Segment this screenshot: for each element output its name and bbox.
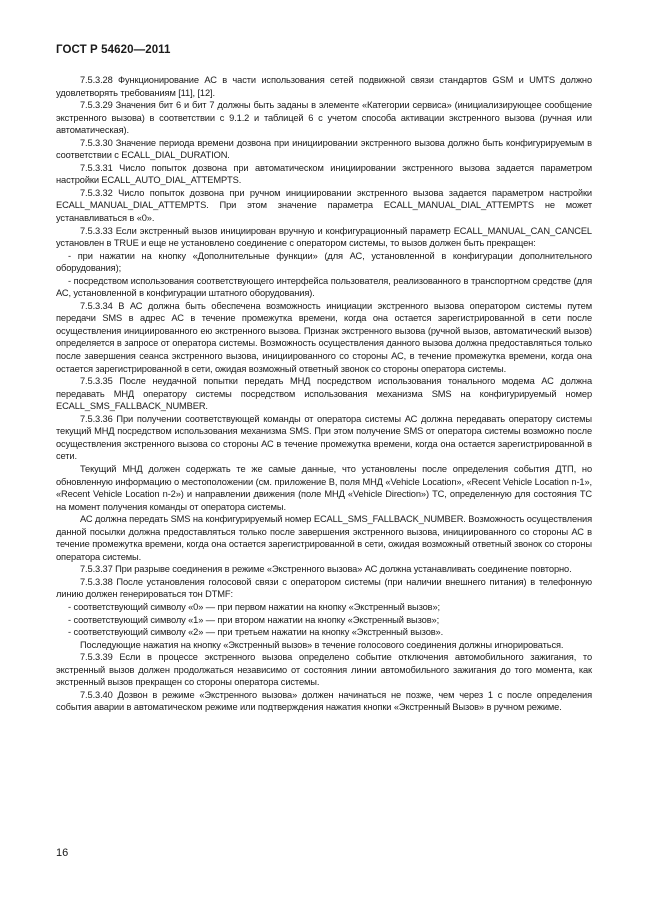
- paragraph: 7.5.3.34 В АС должна быть обеспечена возможность инициации экстренного вызова оператором системы путем передачи SMS в адрес АС в течение промежутка времени, когда она остается зарегистрированной в сети после осуществления инициированного ею экстренного вызова. Признак экстренного вызова (ручной вызов, автоматический вызов) определяется в запросе от оператора системы. Возможность осуществления данного вызова должна предоставляться только после завершения сеанса экстренного вызова, инициированного со стороны АС, в течение промежутка времени, когда она остается зарегистрированной в сети, ожидая возможный ответный звонок со стороны оператора системы.: [56, 300, 592, 374]
- list-item: - посредством использования соответствующего интерфейса пользователя, реализованного в транспортном средстве (для АС, установленной в конфигурации штатного оборудования).: [56, 275, 592, 299]
- list-item: - соответствующий символу «2» — при третьем нажатии на кнопку «Экстренный вызов».: [68, 627, 444, 638]
- document-body: [56, 74, 592, 714]
- paragraph: 7.5.3.39 Если в процессе экстренного вызова определено событие отключения автомобильного зажигания, то экстренный вызов должен продолжаться независимо от состояния линии автомобильного зажигания до того момента, как экстренный вызов прекращен со стороны оператора системы.: [56, 652, 592, 688]
- paragraph: 7.5.3.33 Если экстренный вызов инициирован вручную и конфигурационный параметр ECALL_MANUAL_CAN_CANCEL установлен в TRUE и еще не установлено соединение с оператором системы, то вызов должен быть прекращен:: [56, 225, 592, 249]
- document-header: ГОСТ Р 54620—2011: [56, 44, 171, 56]
- paragraph: 7.5.3.31 Число попыток дозвона при автоматическом инициировании экстренного вызова задается параметром настройки ECALL_AUTO_DIAL_ATTEMPTS.: [56, 162, 592, 186]
- paragraph: 7.5.3.29 Значения бит 6 и бит 7 должны быть заданы в элементе «Категории сервиса» (инициализирующее сообщение экстренного вызова) в соответствии с 9.1.2 и таблицей 6 с учетом способа активации экстренного вызова (ручная или автоматическая).: [56, 100, 592, 136]
- paragraph: 7.5.3.32 Число попыток дозвона при ручном инициировании экстренного вызова задается параметром настройки ECALL_MANUAL_DIAL_ATTEMPTS. При этом значение параметра ECALL_MANUAL_DIAL_ATTEMPTS не может устанавливаться в «0».: [56, 187, 592, 224]
- paragraph: Текущий МНД должен содержать те же самые данные, что установлены после определения события ДТП, но обновленную информацию о местоположении (см. приложение В, поля МНД «Vehicle Location», «Recent Vehicle Location n-1», «Recent Vehicle Location n-2») и направлении движения (поле МНД «Vehicle Direction») ТС, определенную для состояния ТС на момент получения команды от оператора системы.: [56, 463, 592, 512]
- page-number: 16: [56, 847, 69, 859]
- list-item: - соответствующий символу «1» — при втором нажатии на кнопку «Экстренный вызов»;: [68, 614, 440, 625]
- list-item: - соответствующий символу «0» — при первом нажатии на кнопку «Экстренный вызов»;: [68, 601, 441, 612]
- paragraph: 7.5.3.38 После установления голосовой связи с оператором системы (при наличии внешнего питания) в телефонную линию должен генерироваться тон DTMF:: [56, 576, 592, 600]
- paragraph: 7.5.3.37 При разрыве соединения в режиме «Экстренного вызова» АС должна устанавливать соединение повторно.: [80, 564, 572, 575]
- paragraph: 7.5.3.35 После неудачной попытки передать МНД посредством использования тонального модема АС должна передавать МНД оператору системы посредством использования механизма SMS на конфигурируемый номер ECALL_SMS_FALLBACK_NUMBER.: [56, 376, 592, 412]
- list-item: - при нажатии на кнопку «Дополнительные функции» (для АС, установленной в конфигурации дополнительного оборудования);: [56, 250, 592, 274]
- paragraph: 7.5.3.28 Функционирование АС в части использования сетей подвижной связи стандартов GSM и UMTS должно удовлетворять требованиям [11], [12].: [56, 75, 592, 98]
- paragraph: Последующие нажатия на кнопку «Экстренный вызов» в течение голосового соединения должны игнорироваться.: [80, 639, 564, 650]
- paragraph: АС должна передать SMS на конфигурируемый номер ECALL_SMS_FALLBACK_NUMBER. Возможность осуществления данной посылки должна предоставляться только после завершения экстренного вызова, инициированного со стороны АС в течение промежутка времени, когда она остается зарегистрированной в сети, ожидая возможный ответный звонок со стороны оператора системы.: [56, 514, 592, 562]
- paragraph: 7.5.3.36 При получении соответствующей команды от оператора системы АС должна передавать оператору системы текущий МНД посредством использования механизма SMS. При этом получение SMS от оператора системы возможно после осуществления экстренного вызова со стороны АС в течение промежутка времени, когда она остается зарегистрированной в сети.: [56, 413, 592, 462]
- paragraph: 7.5.3.30 Значение периода времени дозвона при инициировании экстренного вызова должно быть конфигурируемым в соответствии с ECALL_DIAL_DURATION.: [56, 137, 592, 161]
- paragraph: 7.5.3.40 Дозвон в режиме «Экстренного вызова» должен начинаться не позже, чем через 1 с после определения события аварии в автоматическом режиме или подтверждения нажатия кнопки «Экстренный Вызов» в ручном режиме.: [56, 689, 592, 713]
